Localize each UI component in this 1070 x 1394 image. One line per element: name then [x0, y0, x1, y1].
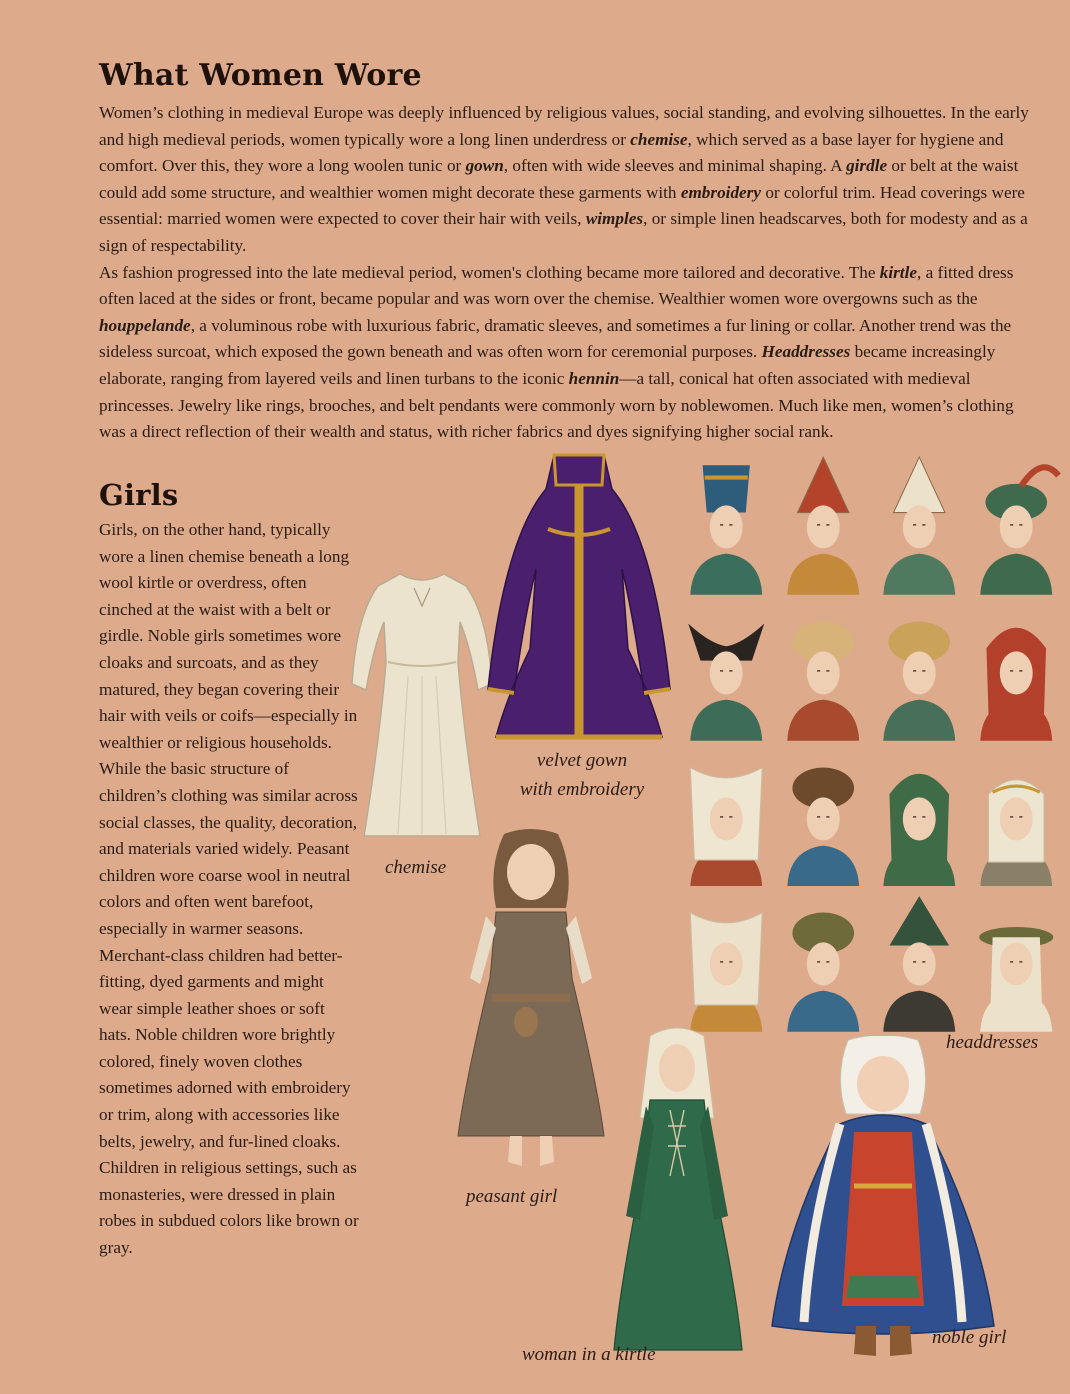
- headdress-figure: [873, 892, 966, 1032]
- headdress-figure: [970, 601, 1063, 741]
- caption-headdresses: headdresses: [946, 1032, 1039, 1053]
- text-run: or colorful trim. Head coverings were essential: married women were expected to cover their hair with veils,: [99, 182, 1025, 229]
- text-run: , a voluminous robe with luxurious fabric, dramatic sleeves, and sometimes a fur lining or collar. Another trend was the sideless surcoat, which exposed the gown beneath and was often worn for ceremonial purposes.: [99, 315, 1012, 362]
- headdress-portrait: [680, 892, 773, 1032]
- key-term: chemise: [630, 129, 688, 149]
- noble-girl-illustration: [770, 1036, 996, 1366]
- caption-woman-in-a-kirtle: woman in a kirtle: [522, 1344, 656, 1365]
- headdress-portrait: [873, 747, 966, 887]
- text-run: , or simple linen headscarves, both for modesty and as a sign of respectability.: [99, 209, 1028, 255]
- text-run: or belt at the waist could add some structure, and wealthier women might decorate these garments with: [99, 156, 1019, 202]
- headdress-figure: [777, 892, 870, 1032]
- headdress-figure: [970, 747, 1063, 887]
- key-term: girdle: [846, 156, 888, 176]
- intro-paragraph: [99, 260, 1044, 446]
- text-run: Women’s clothing in medieval Europe was deeply influenced by religious values, social standing, and evolving silhouettes. In the early and high medieval periods, women typically wore a long linen underdress or: [99, 103, 1029, 149]
- headdress-figure: [777, 601, 870, 741]
- caption-peasant-girl: peasant girl: [466, 1186, 558, 1207]
- key-term: hennin: [568, 368, 620, 388]
- headdress-portrait: [777, 747, 870, 887]
- headdress-portrait: [970, 747, 1063, 887]
- headdress-portrait: [680, 601, 773, 741]
- key-term: wimples: [585, 209, 644, 229]
- key-term: kirtle: [879, 262, 917, 282]
- headdress-figure: [680, 747, 773, 887]
- text-run: , a fitted dress often laced at the sides or front, became popular and was worn over the chemise. Wealthier women wore overgowns such as the: [99, 262, 1014, 309]
- headdress-figure: [777, 747, 870, 887]
- headdress-portrait: [873, 455, 966, 595]
- headdress-figure: [680, 892, 773, 1032]
- text-run: —a tall, conical hat often associated with medieval princesses. Jewelry like rings, brooches, and belt pendants were commonly worn by noblewomen. Much like men, women’s clothing was a direct reflection of their wealth and status, with richer fabrics and dyes signifying higher social rank.: [99, 368, 1014, 442]
- headdress-portrait: [873, 892, 966, 1032]
- headdress-figure: [970, 455, 1063, 595]
- headdress-portrait: [970, 455, 1063, 595]
- text-run: , which served as a base layer for hygiene and comfort. Over this, they wore a long woolen tunic or: [99, 129, 1004, 176]
- key-term: Headdresses: [761, 342, 851, 362]
- headdress-grid: [680, 455, 1062, 1025]
- headdress-figure: [680, 455, 773, 595]
- headdress-figure: [970, 892, 1063, 1032]
- page-title: What Women Wore: [99, 58, 422, 93]
- headdress-portrait: [680, 747, 773, 887]
- headdress-portrait: [970, 601, 1063, 741]
- girls-heading: Girls: [99, 478, 179, 512]
- kirtle-woman-illustration: [606, 1026, 748, 1358]
- text-run: became increasingly elaborate, ranging from layered veils and linen turbans to the iconic: [99, 342, 996, 388]
- headdress-figure: [680, 601, 773, 741]
- velvet-gown-illustration: [484, 449, 674, 741]
- text-run: As fashion progressed into the late medieval period, women's clothing became more tailored and decorative. The: [99, 262, 880, 282]
- key-term: gown: [465, 156, 504, 176]
- caption-noble-girl: noble girl: [932, 1327, 1007, 1348]
- chemise-illustration: [348, 566, 496, 844]
- headdress-portrait: [777, 892, 870, 1032]
- caption-velvet-line1: velvet gown: [536, 750, 628, 771]
- intro-paragraph: [99, 100, 1044, 260]
- headdress-figure: [873, 747, 966, 887]
- headdress-figure: [777, 455, 870, 595]
- headdress-portrait: [680, 455, 773, 595]
- headdress-portrait: [970, 892, 1063, 1032]
- girls-text: Girls, on the other hand, typically wore a linen chemise beneath a long wool kirtle or overdress, often cinched at the waist with a belt or girdle. Noble girls sometimes wore cloaks and surcoats, and as they matured, they began covering their hair with veils or coifs—especially in wealthier or religious households. While the basic structure of children’s clothing was similar across social classes, the quality, decoration, and materials varied widely. Peasant children wore coarse wool in neutral colors and often went barefoot, especially in warmer seasons. Merchant-class children had better-fitting, dyed garments and might wear simple leather shoes or soft hats. Noble children wore brightly colored, finely woven clothes sometimes adorned with embroidery or trim, along with accessories like belts, jewelry, and fur-lined cloaks. Children in religious settings, such as monasteries, were dressed in plain robes in subdued colors like brown or gray.: [99, 520, 359, 1258]
- headdress-portrait: [873, 601, 966, 741]
- headdress-figure: [873, 601, 966, 741]
- caption-velvet-line2: with embroidery: [519, 779, 645, 800]
- text-run: , often with wide sleeves and minimal shaping. A: [503, 156, 847, 176]
- peasant-girl-illustration: [456, 828, 606, 1176]
- key-term: embroidery: [680, 182, 762, 202]
- headdress-portrait: [777, 601, 870, 741]
- headdress-figure: [873, 455, 966, 595]
- key-term: houppelande: [99, 315, 191, 335]
- caption-chemise: chemise: [385, 857, 447, 878]
- headdress-portrait: [777, 455, 870, 595]
- intro-text: [99, 100, 1044, 446]
